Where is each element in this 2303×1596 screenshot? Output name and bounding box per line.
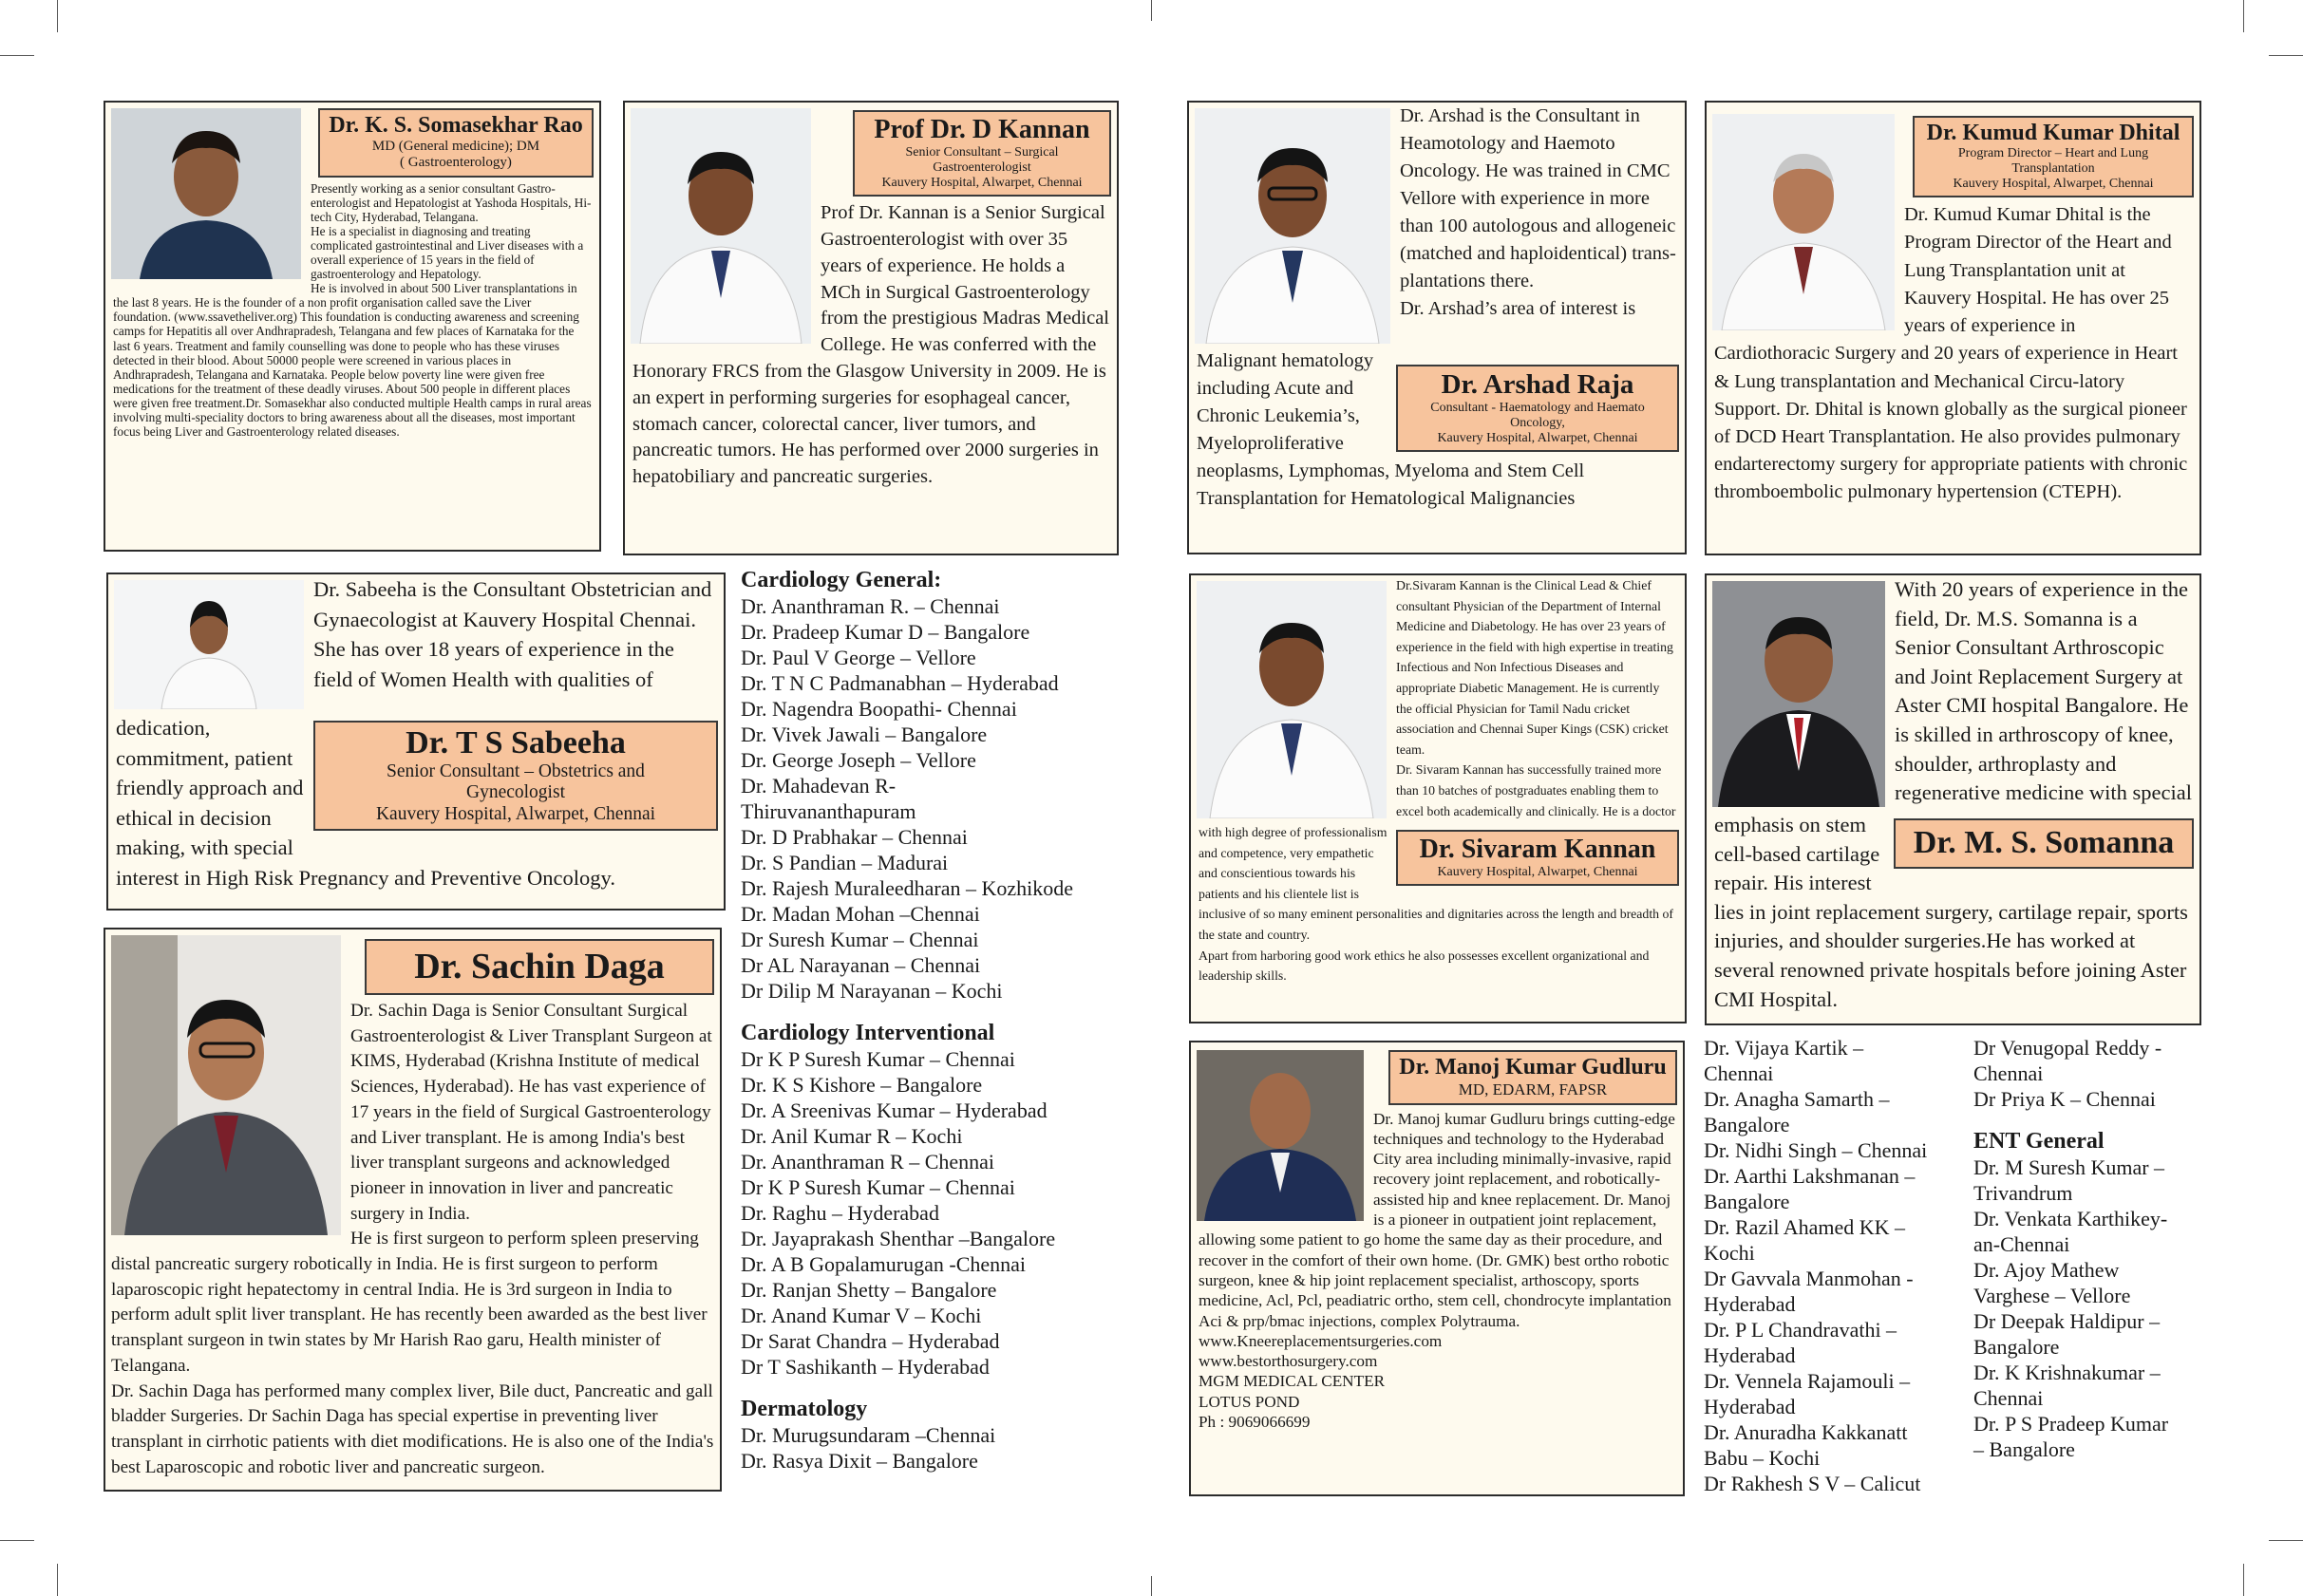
doctor-title: Senior Consultant – Obstetrics and Gynecologist	[387, 761, 645, 803]
doctor-name: Dr. Kumud Kumar Dhital	[1926, 121, 2180, 145]
list-item: Dr. A Sreenivas Kumar – Hyderabad	[741, 1098, 1048, 1122]
doctor-portrait-icon	[1712, 581, 1885, 807]
crop-mark	[0, 55, 34, 56]
profile-card-sabeeha	[106, 573, 726, 911]
profile-card-manoj	[1189, 1041, 1685, 1496]
list-item: Dr. Raghu – Hyderabad	[741, 1201, 939, 1225]
list-item: Dr. Venkata Karthikey-	[1973, 1207, 2168, 1230]
section-gap	[741, 1004, 1168, 1021]
bio-paragraph: Dr. Kumud Kumar Dhital is the Program Director of the Heart and Lung Transplantation unit at Kauvery Hospital. He has over 25 years of experience in Cardiothoracic Surgery and 20 years of experience in Heart & Lung transplantation and Mechanical Circu-latory Support. Dr. Dhital is known globally as the surgical pioneer of DCD Heart Transplantation. He also provides pulmonary endarterectomy surgery for appropriate patients with chronic thromboembolic pulmonary hypertension (CTEPH).	[1714, 204, 2188, 503]
list-item: Trivandrum	[1973, 1181, 2073, 1205]
name-tag	[1913, 116, 2194, 197]
doctor-photo	[114, 580, 304, 709]
bio-paragraph: Dr. Arshad’s area of interest is Malignant hematology including Acute and Chronic Leukemia’s, Myeloproliferative neoplasms, Lymphomas, Myeloma and Stem Cell Transplantation for Hematological Malignancies	[1197, 298, 1636, 509]
bio-line: www.bestorthosurgery.com	[1199, 1352, 1378, 1371]
list-item: Dr. T N C Padmanabhan – Hyderabad	[741, 671, 1059, 695]
list-item: Dr. Paul V George – Vellore	[741, 646, 976, 669]
profile-card-sachin	[104, 928, 722, 1492]
profile-card-arshad	[1187, 101, 1687, 554]
list-item: Dr K P Suresh Kumar – Chennai	[741, 1047, 1015, 1071]
bio-paragraph: Prof Dr. Kannan is a Senior Surgical Gastroenterologist with over 35 years of experience. He holds a MCh in Surgical Gastroenterology from the prestigious Madras Medical College. He was conferred with the Honorary FRCS from the Glasgow University in 2009. He is an expert in performing surgeries for esophageal cancer, stomach cancer, colorectal cancer, liver tumors, and pancreatic tumors. He has performed over 2000 surgeries in hepatobiliary and pancreatic surgeries.	[632, 202, 1110, 488]
name-tag	[318, 108, 594, 178]
list-item: Thiruvananthapuram	[741, 799, 916, 823]
crop-mark	[57, 1564, 58, 1596]
bio-paragraph: With 20 years of experience in the field, Dr. M.S. Somanna is a Senior Consultant Arthroscopic and Joint Replacement Surgery at Aster CMI hospital Bangalore. He is skilled in arthroscopy of knee, shoulder, arthroplasty and regenerative medicine with special emphasis on stem cell-based cartilage repair. His interest lies in joint replacement surgery, cartilage repair, sports injuries, and shoulder surgeries.He has worked at several renowned private hospitals before joining Aster CMI Hospital.	[1714, 577, 2192, 1011]
doctor-name: Dr. Sivaram Kannan	[1419, 835, 1656, 864]
list-item: Dr. Ananthraman R. – Chennai	[741, 594, 1000, 618]
name-tag	[1396, 830, 1679, 886]
list-item: Dr AL Narayanan – Chennai	[741, 953, 981, 977]
list-item: Dr. Anand Kumar V – Kochi	[741, 1304, 982, 1327]
section-heading: ENT General	[1973, 1129, 2105, 1154]
doctor-name: Dr. K. S. Somasekhar Rao	[329, 113, 583, 138]
list-item: Dr. Murugsundaram –Chennai	[741, 1423, 996, 1447]
doctor-portrait-icon	[111, 108, 301, 279]
list-item: Hyderabad	[1704, 1395, 1796, 1418]
doctor-directory-cardiology	[741, 568, 1168, 1474]
crop-mark	[2243, 0, 2244, 32]
bio-line: MGM MEDICAL CENTER	[1199, 1372, 1386, 1391]
doctor-portrait-icon	[111, 935, 341, 1235]
doctor-portrait-icon	[631, 108, 811, 344]
list-item: Dr. A B Gopalamurugan -Chennai	[741, 1252, 1027, 1276]
list-item: Dr. Aarthi Lakshmanan –	[1704, 1164, 1916, 1188]
doctor-title: MD (General medicine); DM	[371, 139, 540, 154]
list-item: Dr. S Pandian – Madurai	[741, 851, 949, 874]
crop-mark	[1151, 0, 1152, 21]
name-tag	[365, 939, 714, 995]
list-item: Dr. Ajoy Mathew	[1973, 1258, 2120, 1282]
doctor-name: Dr. Manoj Kumar Gudluru	[1399, 1055, 1667, 1080]
bio-paragraph: Apart from harboring good work ethics he also possesses excellent organizational and leadership skills.	[1199, 948, 1650, 984]
list-item: Dr. Razil Ahamed KK –	[1704, 1215, 1906, 1239]
list-item: Dr T Sashikanth – Hyderabad	[741, 1355, 990, 1379]
list-item: Babu – Kochi	[1704, 1446, 1821, 1470]
doctor-name: Dr. Sachin Daga	[414, 947, 665, 986]
profile-card-dhital	[1705, 101, 2201, 555]
doctor-title: Senior Consultant – Surgical Gastroenterologist	[905, 145, 1059, 176]
bio-paragraph: Dr. Sivaram Kannan has successfully trained more than 10 batches of postgraduates enabling them to excel both academically and clinically. He is a doctor with high degree of professionalism and competence, very empathetic and conscientious towards his patients and his clientele list is inclusive of so many eminent personalities and dignitaries across the length and breadth of the state and country.	[1199, 762, 1676, 942]
bio-line: www.Kneereplacementsurgeries.com	[1199, 1331, 1443, 1350]
list-item: Dr. P L Chandravathi –	[1704, 1318, 1897, 1342]
bio-paragraph: He is involved in about 500 Liver transplantations in the last 8 years. He is the founder of a non profit organisation called save the Liver foundation. (www.ssavetheliver.org) This foundation is conducting awareness and screening camps for Hepatitis all over Andhrapradesh, Telangana and few places of Karnataka for the last 6 years. Treatment and family counselling was done to people who has these viruses detected in their blood. About 50000 people were screened in various places in Andhrapradesh, Telangana and Karnataka. People below poverty line were given free medications for the treatment of these deadly viruses. About 500 people in different places were given free treatment.Dr. Somasekhar also conducted multiple Health camps in rural areas involving multi-speciality doctors to bring awareness about all the diseases, most important focus being Liver and Gastroenterology related diseases.	[113, 281, 592, 440]
list-item: Bangalore	[1704, 1113, 1790, 1136]
list-item: Dr Gavvala Manmohan -	[1704, 1267, 1914, 1290]
doctor-name: Dr. T S Sabeeha	[406, 725, 626, 760]
list-item: Dr Rakhesh S V – Calicut	[1704, 1472, 1921, 1495]
doctor-photo	[1712, 581, 1885, 807]
name-tag	[313, 721, 718, 831]
doctor-title: Program Director – Heart and Lung Transplantation	[1957, 146, 2149, 177]
bio-line: LOTUS POND	[1199, 1392, 1300, 1411]
list-item: Dr. D Prabhakar – Chennai	[741, 825, 968, 849]
list-item: Dr Suresh Kumar – Chennai	[741, 928, 979, 951]
list-item: Bangalore	[1704, 1190, 1790, 1213]
bio-paragraph: He is first surgeon to perform spleen preserving distal pancreatic surgery robotically in India. He is first surgeon to perform laparoscopic right hepatectomy in central India. He is 3rd surgeon in India to perform adult split liver transplant. He has recently been awarded as the best liver transplant surgeon in twin states by Mr Harish Rao garu, Health minister of Telangana.	[111, 1229, 708, 1376]
list-item: Hyderabad	[1704, 1343, 1796, 1367]
doctor-portrait-icon	[1195, 108, 1390, 344]
list-item: Dr. Jayaprakash Shenthar –Bangalore	[741, 1227, 1056, 1250]
doctor-portrait-icon	[1712, 114, 1895, 330]
list-item: Dr. Anil Kumar R – Kochi	[741, 1124, 963, 1148]
doctor-title: MD, EDARM, FAPSR	[1458, 1080, 1608, 1098]
section-heading: Cardiology General:	[741, 568, 942, 592]
bio-paragraph: Dr. Sachin Daga has performed many complex liver, Bile duct, Pancreatic and gall bladder Surgeries. Dr Sachin Daga has special expertise in preventing liver transplant in cirrhotic patients with diet modifications. He is also one of the India's best Laparoscopic and robotic liver and pancreatic surgeon.	[111, 1380, 714, 1477]
doctor-portrait-icon	[1197, 1050, 1364, 1221]
name-tag	[1894, 818, 2194, 869]
list-item: Dr. Anuradha Kakkanatt	[1704, 1420, 1908, 1444]
list-item: Bangalore	[1973, 1335, 2060, 1359]
doctor-title: Consultant - Haematology and Haemato Oncology,	[1430, 401, 1645, 431]
bio-paragraph: Dr. Manoj kumar Gudluru brings cutting-edge techniques and technology to the Hyderabad City area including minimally-invasive, rapid recovery joint replacement, and robotically-assisted hip and knee replacement. Dr. Manoj is a pioneer in outpatient joint replacement, allowing some patient to go home the same day as their procedure, and recover in the comfort of their own home. (Dr. GMK) best ortho robotic surgeon, knee & hip joint replacement specialist, arthoscopy, sports medicine, Acl, Pcl, peadiatric ortho, stem cell, chondrocyte implantation Aci & prp/bmac injections, complex Polytrauma.	[1199, 1109, 1675, 1330]
list-item: Dr Deepak Haldipur –	[1973, 1309, 2161, 1333]
list-item: Dr. Madan Mohan –Chennai	[741, 902, 980, 926]
bio-paragraph: Dr. Sabeeha is the Consultant Obstetrician and Gynaecologist at Kauvery Hospital Chennai. She has over 18 years of experience in the field of Women Health with qualities of dedication, commitment, patient friendly approach and ethical in decision making, with special interest in High Risk Pregnancy and Preventive Oncology.	[116, 577, 712, 890]
profile-card-somanna	[1705, 573, 2201, 1025]
list-item: an-Chennai	[1973, 1232, 2070, 1256]
doctor-title: Kauvery Hospital, Alwarpet, Chennai	[375, 803, 656, 824]
crop-mark	[57, 0, 58, 32]
list-item: Dr. Vijaya Kartik –	[1704, 1036, 1864, 1060]
doctor-title: Kauvery Hospital, Alwarpet, Chennai	[881, 176, 1083, 191]
list-item: Dr Priya K – Chennai	[1973, 1087, 2156, 1111]
crop-mark	[2269, 55, 2303, 56]
crop-mark	[0, 1540, 34, 1541]
doctor-photo	[1712, 114, 1895, 330]
doctor-photo	[111, 108, 301, 279]
section-gap	[1973, 1112, 2258, 1129]
list-item: Dr. Nagendra Boopathi- Chennai	[741, 697, 1017, 721]
section-heading: Cardiology Interventional	[741, 1021, 995, 1045]
list-item: Dr. K Krishnakumar –	[1973, 1361, 2161, 1384]
doctor-photo	[631, 108, 811, 344]
doctor-photo	[1197, 1050, 1364, 1221]
bio-paragraph: Presently working as a senior consultant Gastro-enterologist and Hepatologist at Yashoda Hospitals, Hi-tech City, Hyderabad, Telangana.	[311, 180, 592, 224]
list-item: Chennai	[1973, 1061, 2044, 1085]
doctor-title: Kauvery Hospital, Alwarpet, Chennai	[1437, 865, 1638, 879]
list-item: Dr. P S Pradeep Kumar	[1973, 1412, 2169, 1436]
section-gap	[741, 1380, 1168, 1397]
list-item: Dr Sarat Chandra – Hyderabad	[741, 1329, 1000, 1353]
crop-mark	[2269, 1540, 2303, 1541]
bio-line: Ph : 9069066699	[1199, 1413, 1311, 1431]
list-item: Dr. Ananthraman R – Chennai	[741, 1150, 995, 1174]
doctor-portrait-icon	[1197, 581, 1387, 818]
list-item: Dr. Rasya Dixit – Bangalore	[741, 1449, 978, 1473]
doctor-title: Kauvery Hospital, Alwarpet, Chennai	[1953, 177, 2154, 192]
bio-paragraph: Dr. Arshad is the Consultant in Heamotology and Haemoto Oncology. He was trained in CMC Vellore with experience in more than 100 autologous and allogeneic (matched and haploidentical) trans-plantations there.	[1400, 105, 1676, 291]
list-item: Dr Venugopal Reddy -	[1973, 1036, 2162, 1060]
list-item: Dr. Rajesh Muraleedharan – Kozhikode	[741, 876, 1074, 900]
doctor-photo	[111, 935, 341, 1235]
doctor-title: ( Gastroenterology)	[400, 155, 512, 171]
list-item: Kochi	[1704, 1241, 1755, 1265]
doctor-title: Kauvery Hospital, Alwarpet, Chennai	[1437, 431, 1638, 446]
list-item: Dr Dilip M Narayanan – Kochi	[741, 979, 1003, 1003]
list-item: Dr. Anagha Samarth –	[1704, 1087, 1890, 1111]
list-item: Dr. Pradeep Kumar D – Bangalore	[741, 620, 1030, 644]
profile-card-somasekhar	[104, 101, 601, 552]
doctor-portrait-icon	[114, 580, 304, 709]
bio-paragraph: He is a specialist in diagnosing and treating complicated gastrointestinal and Liver diseases with a overall experience of 15 years in the field of gastroenterology and Hepatology.	[311, 223, 584, 282]
doctor-name: Dr. M. S. Somanna	[1913, 825, 2175, 860]
list-item: Dr. Vennela Rajamouli –	[1704, 1369, 1911, 1393]
list-item: Chennai	[1973, 1386, 2044, 1410]
list-item: Dr. Vivek Jawali – Bangalore	[741, 723, 988, 746]
list-item: Dr. M Suresh Kumar –	[1973, 1155, 2165, 1179]
list-item: Dr. George Joseph – Vellore	[741, 748, 976, 772]
doctor-photo	[1197, 581, 1387, 818]
name-tag	[1396, 365, 1679, 452]
doctor-name: Dr. Arshad Raja	[1441, 369, 1634, 400]
list-item: Dr. Nidhi Singh – Chennai	[1704, 1138, 1928, 1162]
crop-mark	[2243, 1564, 2244, 1596]
list-item: Dr. K S Kishore – Bangalore	[741, 1073, 983, 1097]
crop-mark	[1151, 1576, 1152, 1596]
doctor-directory-general	[1704, 1035, 1970, 1496]
doctor-directory-ent	[1973, 1035, 2258, 1462]
bio-paragraph: Dr. Sachin Daga is Senior Consultant Surgical Gastroenterologist & Liver Transplant Surgeon at KIMS, Hyderabad (Krishna Institute of medical Sciences, Hyderabad). He has vast experience of 17 years in the field of Surgical Gastroenterology and Liver transplant. He is among India's best liver transplant surgeons and acknowledged pioneer in innovation in liver and pancreatic surgery in India.	[350, 1001, 712, 1224]
doctor-name: Prof Dr. D Kannan	[874, 115, 1090, 144]
list-item: – Bangalore	[1973, 1437, 2075, 1461]
profile-card-sivaram	[1189, 573, 1687, 1023]
bio-paragraph: Dr.Sivaram Kannan is the Clinical Lead & Chief consultant Physician of the Department of Internal Medicine and Diabetology. He has over 23 years of experience in the field with high expertise in treating Infectious and Non Infectious Diseases and appropriate Diabetic Management. He is currently the official Physician for Tamil Nadu cricket association and Chennai Super Kings (CSK) cricket team.	[1396, 578, 1673, 757]
list-item: Dr. Ranjan Shetty – Bangalore	[741, 1278, 997, 1302]
profile-card-kannan	[623, 101, 1119, 555]
list-item: Dr K P Suresh Kumar – Chennai	[741, 1175, 1015, 1199]
name-tag	[1388, 1050, 1677, 1105]
list-item: Varghese – Vellore	[1973, 1284, 2131, 1307]
name-tag	[853, 110, 1111, 197]
list-item: Chennai	[1704, 1061, 1774, 1085]
list-item: Hyderabad	[1704, 1292, 1796, 1316]
section-heading: Dermatology	[741, 1397, 868, 1421]
doctor-photo	[1195, 108, 1390, 344]
list-item: Dr. Mahadevan R-	[741, 774, 897, 798]
